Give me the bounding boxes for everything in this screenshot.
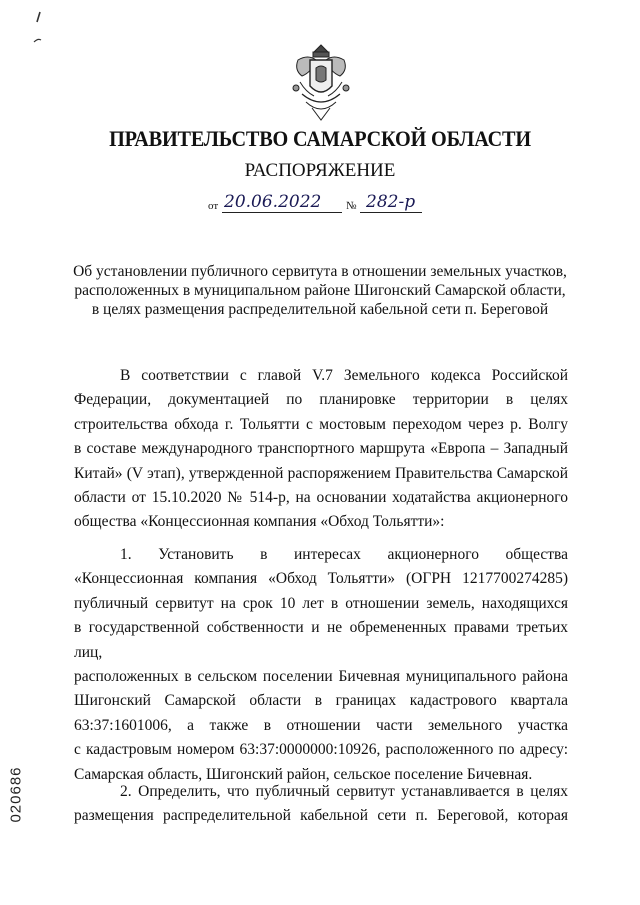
paragraph-preamble bbox=[74, 364, 568, 535]
text-line: в составе международного транспортного маршрута «Европа – Западный bbox=[74, 440, 568, 458]
text-line: расположенных в сельском поселении Бичевная муниципального района bbox=[74, 668, 568, 686]
text-line: Самарская область, Шигонский район, сельское поселение Бичевная. bbox=[74, 765, 533, 783]
subject-line: в целях размещения распределительной кабельной сети п. Береговой bbox=[91, 301, 549, 318]
serial-number bbox=[7, 760, 32, 830]
number-value: 282-р bbox=[366, 192, 416, 212]
text-line: Федерации, документацией по планировке территории в целях bbox=[74, 391, 568, 409]
text-line: 2. Определить, что публичный сервитут устанавливается в целях bbox=[120, 783, 568, 800]
subject-line: Об установлении публичного сервитута в отношении земельных участков, bbox=[73, 263, 567, 280]
document-type: РАСПОРЯЖЕНИЕ bbox=[244, 160, 396, 181]
text-line: строительства обхода г. Тольятти с мостовым переходом через р. Волгу bbox=[74, 415, 568, 433]
text-line: с кадастровым номером 63:37:0000000:10926, расположенного по адресу: bbox=[74, 741, 568, 759]
text-line: В соответствии с главой V.7 Земельного кодекса Российской bbox=[120, 367, 568, 384]
text-line: в государственной собственности и не обремененных правами третьих лиц, bbox=[74, 619, 568, 661]
text-line: общества «Концессионная компания «Обход Тольятти»: bbox=[74, 513, 445, 531]
text-line: публичный сервитут на срок 10 лет в отношении земель, находящихся bbox=[74, 594, 568, 612]
paragraph-item-1 bbox=[74, 543, 568, 787]
text-line: Шигонский Самарской области в границах кадастрового квартала bbox=[74, 692, 568, 710]
coat-of-arms-icon bbox=[288, 42, 354, 124]
text-line: области от 15.10.2020 № 514-р, на основании ходатайства акционерного bbox=[74, 489, 568, 507]
text-line: «Концессионная компания «Обход Тольятти» (ОГРН 1217700274285) bbox=[74, 570, 568, 588]
date-prefix: от bbox=[208, 200, 219, 212]
text-line: 63:37:1601006, а также в отношении части земельного участка bbox=[74, 716, 568, 734]
serial-number-text: 020686 bbox=[7, 766, 25, 823]
text-line: Китай» (V этап), утвержденной распоряжением Правительства Самарской bbox=[74, 464, 568, 482]
document-subject bbox=[60, 262, 580, 319]
date-value: 20.06.2022 bbox=[224, 192, 322, 212]
date-number-line bbox=[200, 192, 440, 218]
number-prefix: № bbox=[346, 200, 357, 212]
text-line: размещения распределительной кабельной сети п. Береговой, которая bbox=[74, 807, 568, 825]
paragraph-item-2 bbox=[74, 780, 568, 829]
pen-mark-icon bbox=[30, 8, 50, 48]
subject-line: расположенных в муниципальном районе Шигонский Самарской области, bbox=[74, 282, 566, 299]
text-line: 1. Установить в интересах акционерного общества bbox=[120, 546, 568, 563]
government-title: ПРАВИТЕЛЬСТВО САМАРСКОЙ ОБЛАСТИ bbox=[109, 126, 531, 151]
